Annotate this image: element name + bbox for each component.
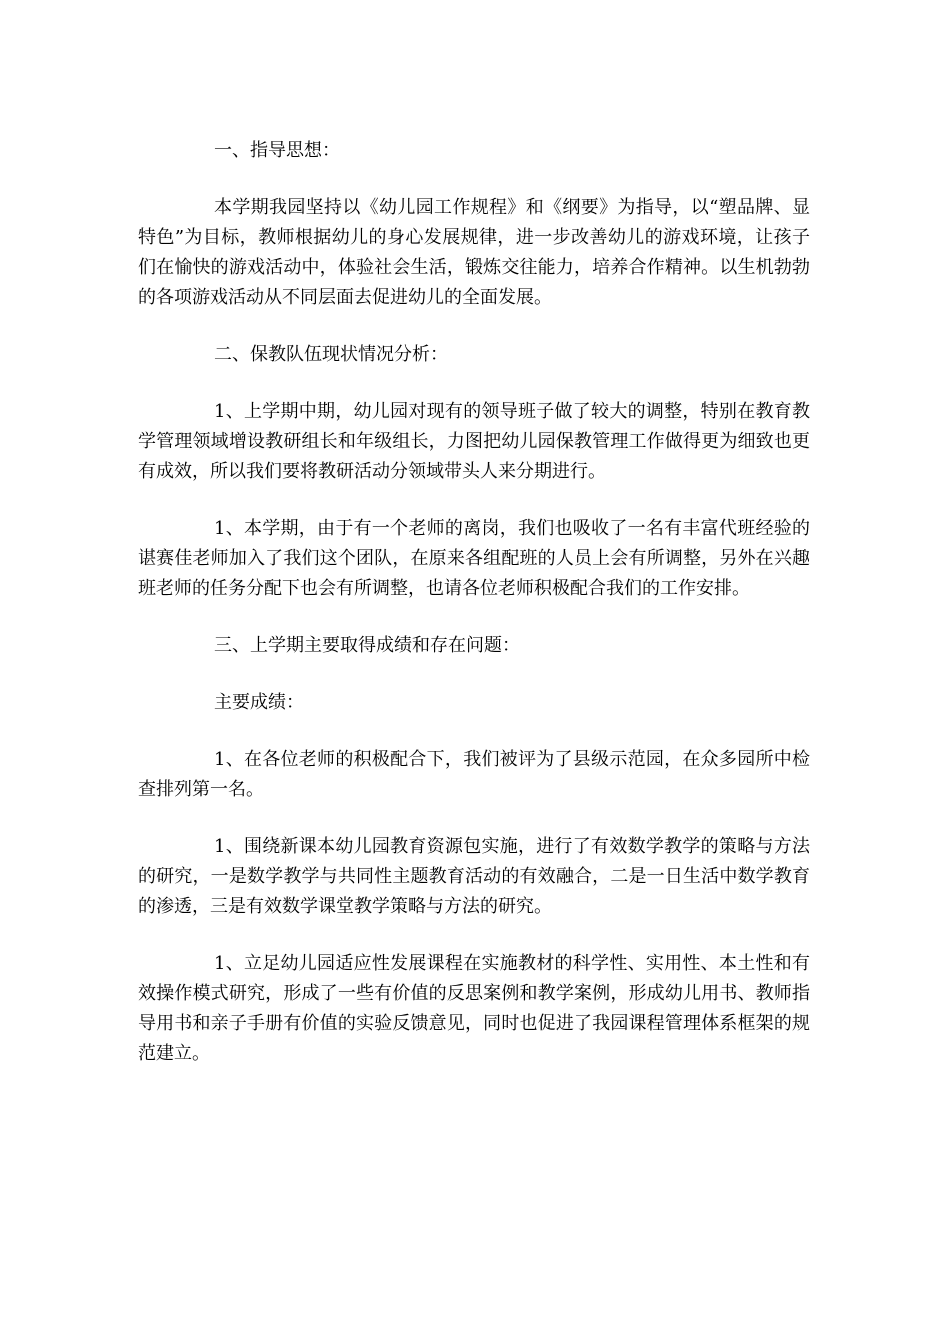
section-heading-guiding-ideology: 一、指导思想： xyxy=(214,140,340,161)
paragraph-model-kindergarten: 1、在各位老师的积极配合下，我们被评为了县级示范园，在众多园所中检查排列第一名。 xyxy=(138,749,810,800)
paragraph-new-teacher: 1、本学期，由于有一个老师的离岗，我们也吸收了一名有丰富代班经验的谌赛佳老师加入了我们这个团队，在原来各组配班的人员上会有所调整，另外在兴趣班老师的任务分配下也会有所调整，也请各位老师积极配合我们的工作安排。 xyxy=(138,518,810,599)
paragraph-leadership-adjustment: 1、上学期中期，幼儿园对现有的领导班子做了较大的调整，特别在教育教学管理领域增设教研组长和年级组长，力图把幼儿园保教管理工作做得更为细致也更有成效，所以我们要将教研活动分领域带头人来分期进行。 xyxy=(138,401,810,482)
paragraph-guiding-ideology: 本学期我园坚持以《幼儿园工作规程》和《纲要》为指导，以“塑品牌、显特色”为目标，教师根据幼儿的身心发展规律，进一步改善幼儿的游戏环境，让孩子们在愉快的游戏活动中，体验社会生活，锻炼交往能力，培养合作精神。以生机勃勃的各项游戏活动从不同层面去促进幼儿的全面发展。 xyxy=(138,197,810,308)
section-heading-staff-analysis: 二、保教队伍现状情况分析： xyxy=(214,344,448,365)
subheading-main-achievements: 主要成绩： xyxy=(214,692,304,713)
paragraph-curriculum-research: 1、立足幼儿园适应性发展课程在实施教材的科学性、实用性、本土性和有效操作模式研究，形成了一些有价值的反思案例和教学案例，形成幼儿用书、教师指导用书和亲子手册有价值的实验反馈意见，同时也促进了我园课程管理体系框架的规范建立。 xyxy=(138,953,810,1064)
document-body xyxy=(138,136,810,1096)
section-heading-achievements-problems: 三、上学期主要取得成绩和存在问题： xyxy=(214,635,520,656)
paragraph-math-teaching-research: 1、围绕新课本幼儿园教育资源包实施，进行了有效数学教学的策略与方法的研究，一是数学教学与共同性主题教育活动的有效融合，二是一日生活中数学教育的渗透，三是有效数学课堂教学策略与方法的研究。 xyxy=(138,836,810,917)
